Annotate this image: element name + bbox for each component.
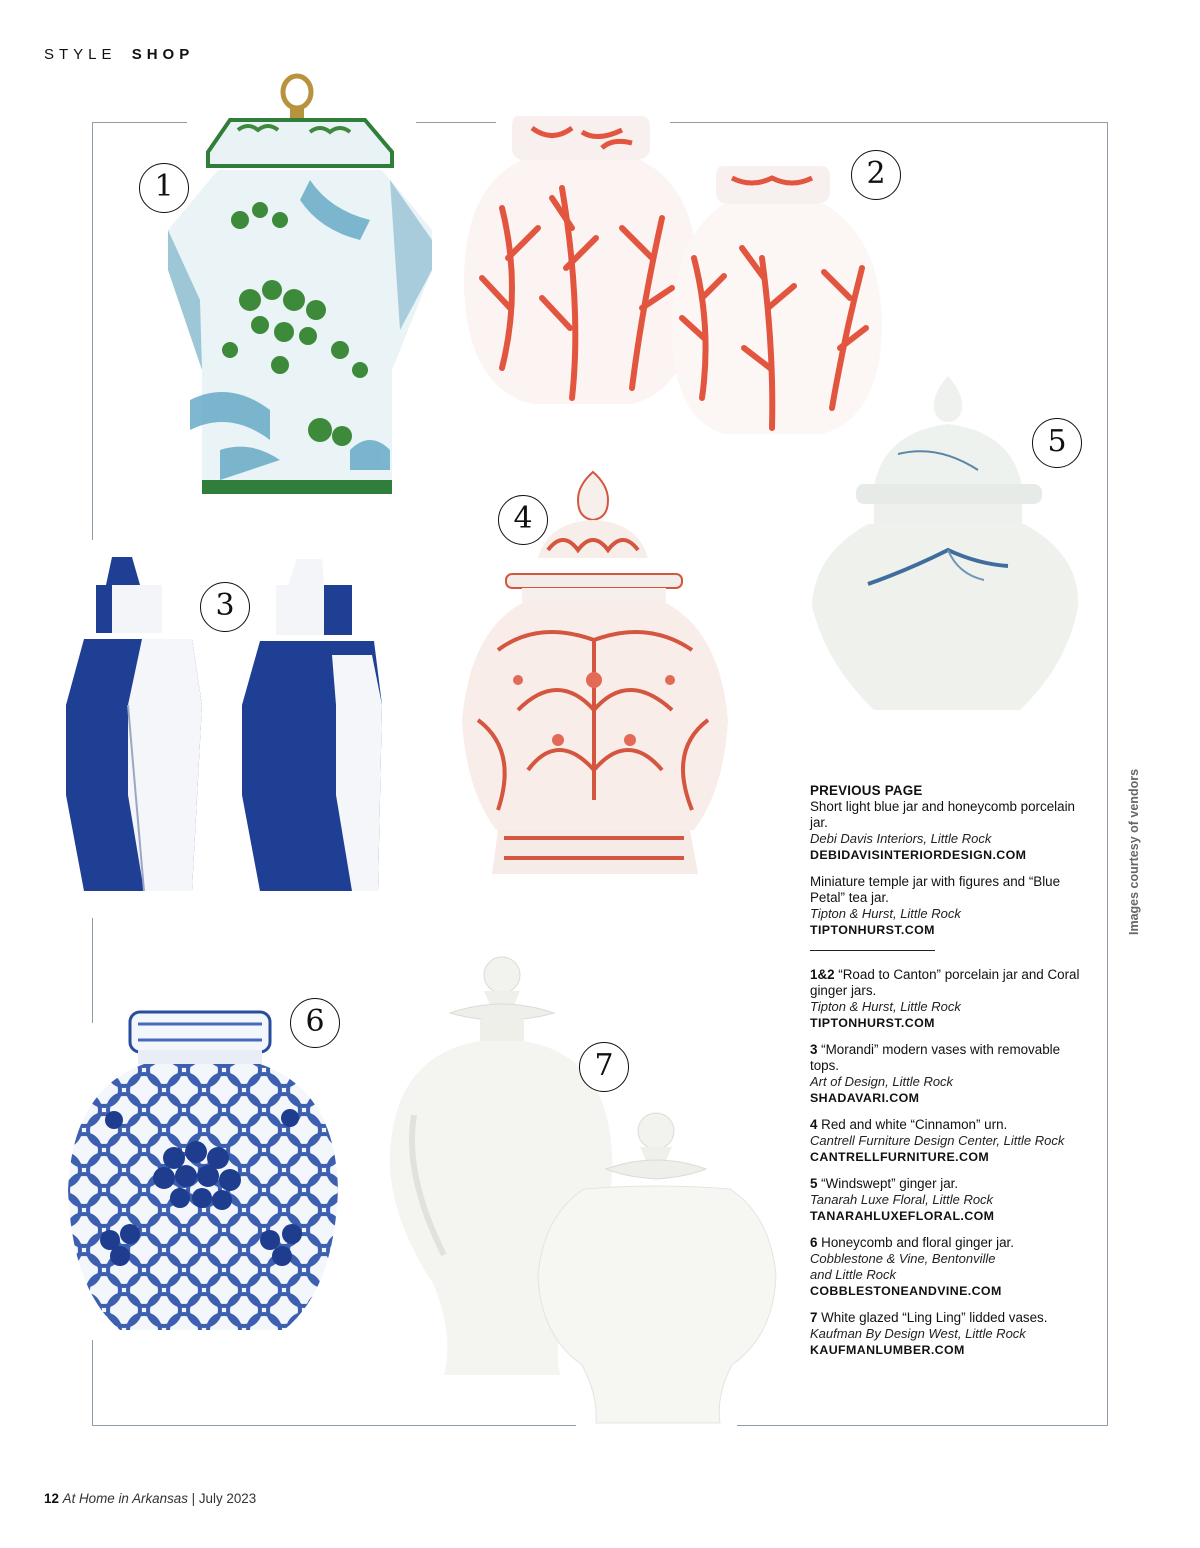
cinnamon-urn: [458, 470, 733, 880]
credit-url[interactable]: TIPTONHURST.COM: [810, 1016, 935, 1030]
credit-desc: Honeycomb and floral ginger jar.: [817, 1235, 1014, 1250]
credit-desc: White glazed “Ling Ling” lidded vases.: [817, 1310, 1048, 1325]
previous-item-1-desc: Short light blue jar and honeycomb porcelain jar.: [810, 799, 1076, 830]
credit-entry: [810, 967, 1080, 1031]
credits-divider: [810, 950, 935, 951]
image-credit-note: Images courtesy of vendors: [1127, 768, 1141, 935]
credit-url[interactable]: KAUFMANLUMBER.COM: [810, 1343, 965, 1357]
credit-entry: [810, 1235, 1080, 1299]
previous-item-1-url[interactable]: DEBIDAVISINTERIORDESIGN.COM: [810, 848, 1027, 862]
page-footer: [44, 1491, 256, 1506]
credit-entry: [810, 1042, 1080, 1106]
section-label: STYLE: [44, 46, 117, 63]
credit-entry: [810, 1310, 1080, 1358]
item-number-1: 1: [139, 163, 189, 213]
previous-page-heading: PREVIOUS PAGE: [810, 783, 923, 798]
product-credits: [810, 783, 1080, 1369]
credit-url[interactable]: TANARAHLUXEFLORAL.COM: [810, 1209, 995, 1223]
magazine-name: At Home in Arkansas: [62, 1491, 188, 1506]
credit-vendor: Cantrell Furniture Design Center, Little Rock: [810, 1133, 1065, 1148]
frame-left-bottom: [92, 1340, 93, 1426]
credit-desc: “Windswept” ginger jar.: [817, 1176, 959, 1191]
credit-number: 5: [810, 1176, 818, 1191]
credit-entry: [810, 1117, 1080, 1165]
honeycomb-floral-ginger-jar: [64, 1010, 344, 1340]
frame-left-lower: [92, 918, 93, 1023]
frame-left-upper: [92, 122, 93, 540]
previous-item-2-url[interactable]: TIPTONHURST.COM: [810, 923, 935, 937]
credit-desc: “Morandi” modern vases with removable tops.: [810, 1042, 1061, 1073]
credit-number: 7: [810, 1310, 818, 1325]
frame-right: [1107, 122, 1108, 1426]
credit-vendor: Kaufman By Design West, Little Rock: [810, 1326, 1026, 1341]
item-number-5: 5: [1032, 418, 1082, 468]
road-to-canton-jar: [160, 70, 440, 500]
credit-desc: “Road to Canton” porcelain jar and Coral ginger jars.: [810, 967, 1080, 998]
previous-item-2-vendor: Tipton & Hurst, Little Rock: [810, 906, 961, 921]
section-header: [44, 46, 194, 63]
item-number-3: 3: [200, 582, 250, 632]
item-number-2: 2: [851, 150, 901, 200]
ling-ling-lidded-vases: [384, 955, 784, 1435]
item-number-7: 7: [579, 1042, 629, 1092]
issue-date: July 2023: [198, 1491, 257, 1506]
previous-item-1-vendor: Debi Davis Interiors, Little Rock: [810, 831, 992, 846]
credit-number: 6: [810, 1235, 818, 1250]
credit-desc: Red and white “Cinnamon” urn.: [817, 1117, 1008, 1132]
credit-vendor: Cobblestone & Vine, Bentonville and Little Rock: [810, 1251, 996, 1282]
credit-entry: [810, 1176, 1080, 1224]
frame-bottom-right: [737, 1425, 1108, 1426]
credit-vendor: Tanarah Luxe Floral, Little Rock: [810, 1192, 994, 1207]
credit-number: 1&2: [810, 967, 835, 982]
section-label-bold: SHOP: [131, 46, 195, 63]
item-number-4: 4: [498, 495, 548, 545]
credit-vendor: Art of Design, Little Rock: [810, 1074, 954, 1089]
credit-url[interactable]: COBBLESTONEANDVINE.COM: [810, 1284, 1002, 1298]
footer-separator: |: [187, 1491, 199, 1506]
page-number: 12: [44, 1491, 59, 1506]
credit-vendor: Tipton & Hurst, Little Rock: [810, 999, 961, 1014]
credit-number: 3: [810, 1042, 818, 1057]
previous-item-2-desc: Miniature temple jar with figures and “Blue Petal” tea jar.: [810, 874, 1061, 905]
item-number-6: 6: [290, 998, 340, 1048]
credit-number: 4: [810, 1117, 818, 1132]
credit-url[interactable]: CANTRELLFURNITURE.COM: [810, 1150, 990, 1164]
credit-url[interactable]: SHADAVARI.COM: [810, 1091, 920, 1105]
